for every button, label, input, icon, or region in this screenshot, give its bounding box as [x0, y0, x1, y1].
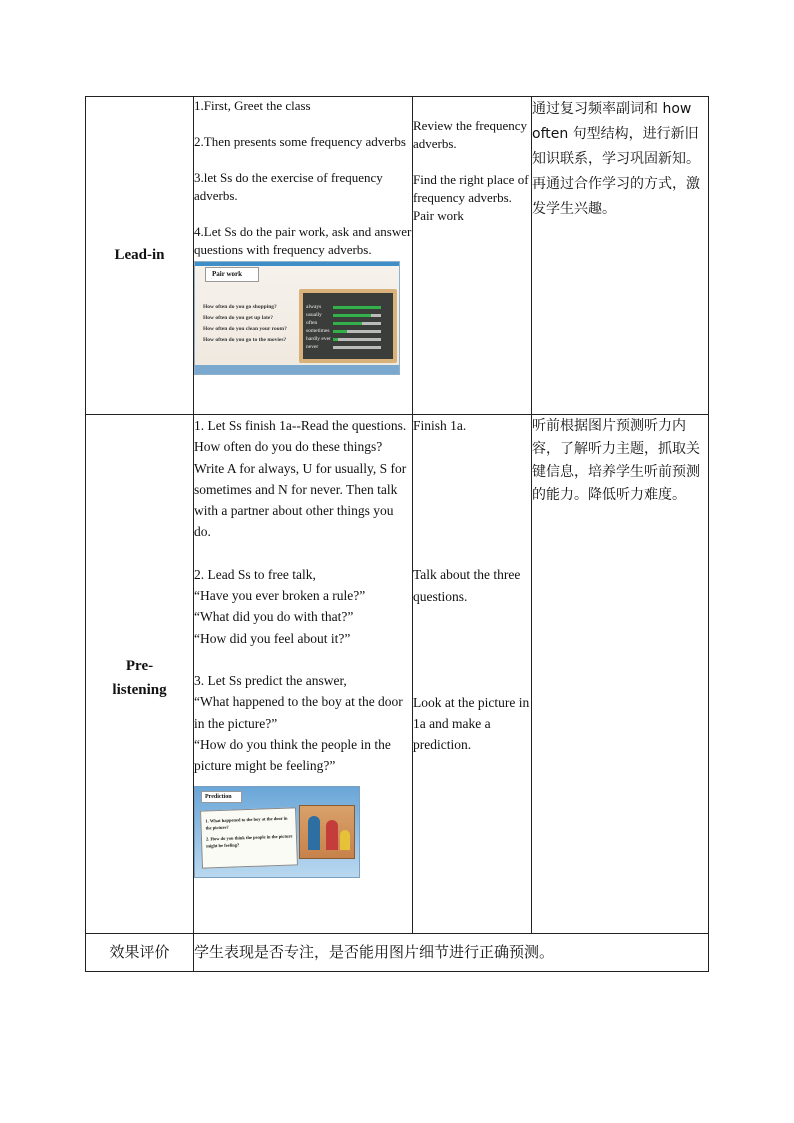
lead-in-step-4: 4.Let Ss do the pair work, ask and answer questions with frequency adverbs. — [194, 224, 412, 257]
lead-in-purpose-2: 再通过合作学习的方式，激发学生兴趣。 — [532, 176, 700, 217]
lead-in-step-3: 3.let Ss do the exercise of frequency adverbs. — [194, 170, 383, 203]
adverb-bar-fill — [333, 330, 347, 333]
pre-listening-student-3: Look at the picture in 1a and make a prediction. — [413, 694, 530, 753]
pre-listening-student-1: Finish 1a. — [413, 418, 467, 433]
adverb-row — [303, 343, 393, 351]
pre-listening-stage-cell — [86, 415, 194, 934]
adverb-bar — [333, 322, 381, 325]
lead-in-teacher-cell — [194, 97, 413, 415]
lead-in-step-2: 2.Then presents some frequency adverbs — [194, 134, 406, 149]
evaluation-text: 学生表现是否专注，是否能用图片细节进行正确预测。 — [194, 943, 555, 961]
lead-in-step-1: 1.First, Greet the class — [194, 98, 311, 113]
lead-in-row — [86, 97, 709, 415]
lead-in-label: Lead-in — [114, 247, 165, 263]
adverb-bar — [333, 314, 381, 317]
prediction-tag: Prediction — [201, 791, 242, 803]
adverb-row — [303, 311, 393, 319]
pre-listening-teacher-cell — [194, 415, 413, 934]
pair-work-question: How often do you go shopping? — [203, 304, 277, 310]
adverb-bar — [333, 346, 381, 349]
evaluation-text-cell — [194, 934, 709, 972]
lead-in-student-3: Pair work — [413, 208, 464, 223]
pre-listening-label-1: Pre- — [125, 657, 154, 674]
pre-listening-label-2: listening — [112, 681, 167, 698]
evaluation-label: 效果评价 — [109, 943, 170, 961]
pair-work-question: How often do you get up late? — [203, 315, 273, 321]
pre-listening-question: “How do you think the people in the picture might be feeling?” — [194, 736, 391, 774]
adverb-label: hardly ever — [306, 336, 331, 342]
pre-listening-question: “What happened to the boy at the door in the picture?” — [194, 694, 403, 731]
classroom-picture — [299, 805, 355, 859]
adverb-bar — [333, 306, 381, 309]
adverb-chalkboard — [299, 289, 397, 363]
pre-listening-purpose: 听前根据图片预测听力内容，了解听力主题，抓取关键信息，培养学生听前预测的能力。降低听力难度。 — [532, 418, 700, 503]
adverb-label: never — [306, 344, 319, 350]
prediction-question: 1. What happened to the boy at the door in the picture? — [205, 816, 288, 831]
pre-listening-purpose-cell — [532, 415, 709, 934]
lead-in-purpose-1: 通过复习频率副词和 how often 句型结构，进行新旧知识联系，学习巩固新知。 — [532, 101, 700, 167]
pre-listening-step-3: 3. Let Ss predict the answer, — [194, 672, 347, 688]
lesson-plan-table — [85, 96, 709, 972]
adverb-label: often — [306, 320, 318, 326]
pair-work-tag: Pair work — [205, 267, 259, 282]
evaluation-label-cell — [86, 934, 194, 972]
adverb-bar-fill — [333, 314, 371, 317]
adverb-row — [303, 327, 393, 335]
pre-listening-step-2: 2. Lead Ss to free talk, — [194, 566, 316, 582]
adverb-bar-fill — [333, 322, 362, 325]
lead-in-stage-cell — [86, 97, 194, 415]
lead-in-student-2: Find the right place of frequency adverbs. — [413, 172, 529, 205]
prediction-slide-image — [194, 786, 360, 878]
pre-listening-question: “What did you do with that?” — [194, 609, 354, 625]
pre-listening-student-2: Talk about the three questions. — [413, 567, 521, 604]
adverb-label: always — [306, 304, 322, 310]
adverb-bar-fill — [333, 306, 381, 309]
lead-in-student-1: Review the frequency adverbs. — [413, 118, 528, 151]
pre-listening-question: “Have you ever broken a rule?” — [194, 588, 366, 604]
pre-listening-students-cell — [413, 415, 532, 934]
adverb-row — [303, 303, 393, 311]
pair-work-slide-image — [194, 261, 400, 375]
pre-listening-question: “How did you feel about it?” — [194, 630, 351, 646]
adverb-row — [303, 335, 393, 343]
pair-work-question: How often do you go to the movies? — [203, 337, 287, 343]
prediction-note — [200, 808, 298, 869]
adverb-row — [303, 319, 393, 327]
adverb-bar — [333, 338, 381, 341]
adverb-bar — [333, 330, 381, 333]
lead-in-students-cell — [413, 97, 532, 415]
pre-listening-row — [86, 415, 709, 934]
pre-listening-step-1: 1. Let Ss finish 1a--Read the questions. How often do you do these things? Write A for always, U for usually, S for sometimes and N for never. Then talk with a partner about other things you do. — [194, 418, 407, 540]
adverb-bar-fill — [333, 338, 338, 341]
evaluation-row — [86, 934, 709, 972]
prediction-question: 2. How do you think the people in the picture might be feeling? — [205, 833, 293, 849]
lead-in-purpose-cell — [532, 97, 709, 415]
pair-work-question: How often do you clean your room? — [203, 326, 287, 332]
adverb-label: usually — [306, 312, 322, 318]
adverb-label: sometimes — [306, 328, 330, 334]
pair-work-questions — [203, 302, 287, 346]
